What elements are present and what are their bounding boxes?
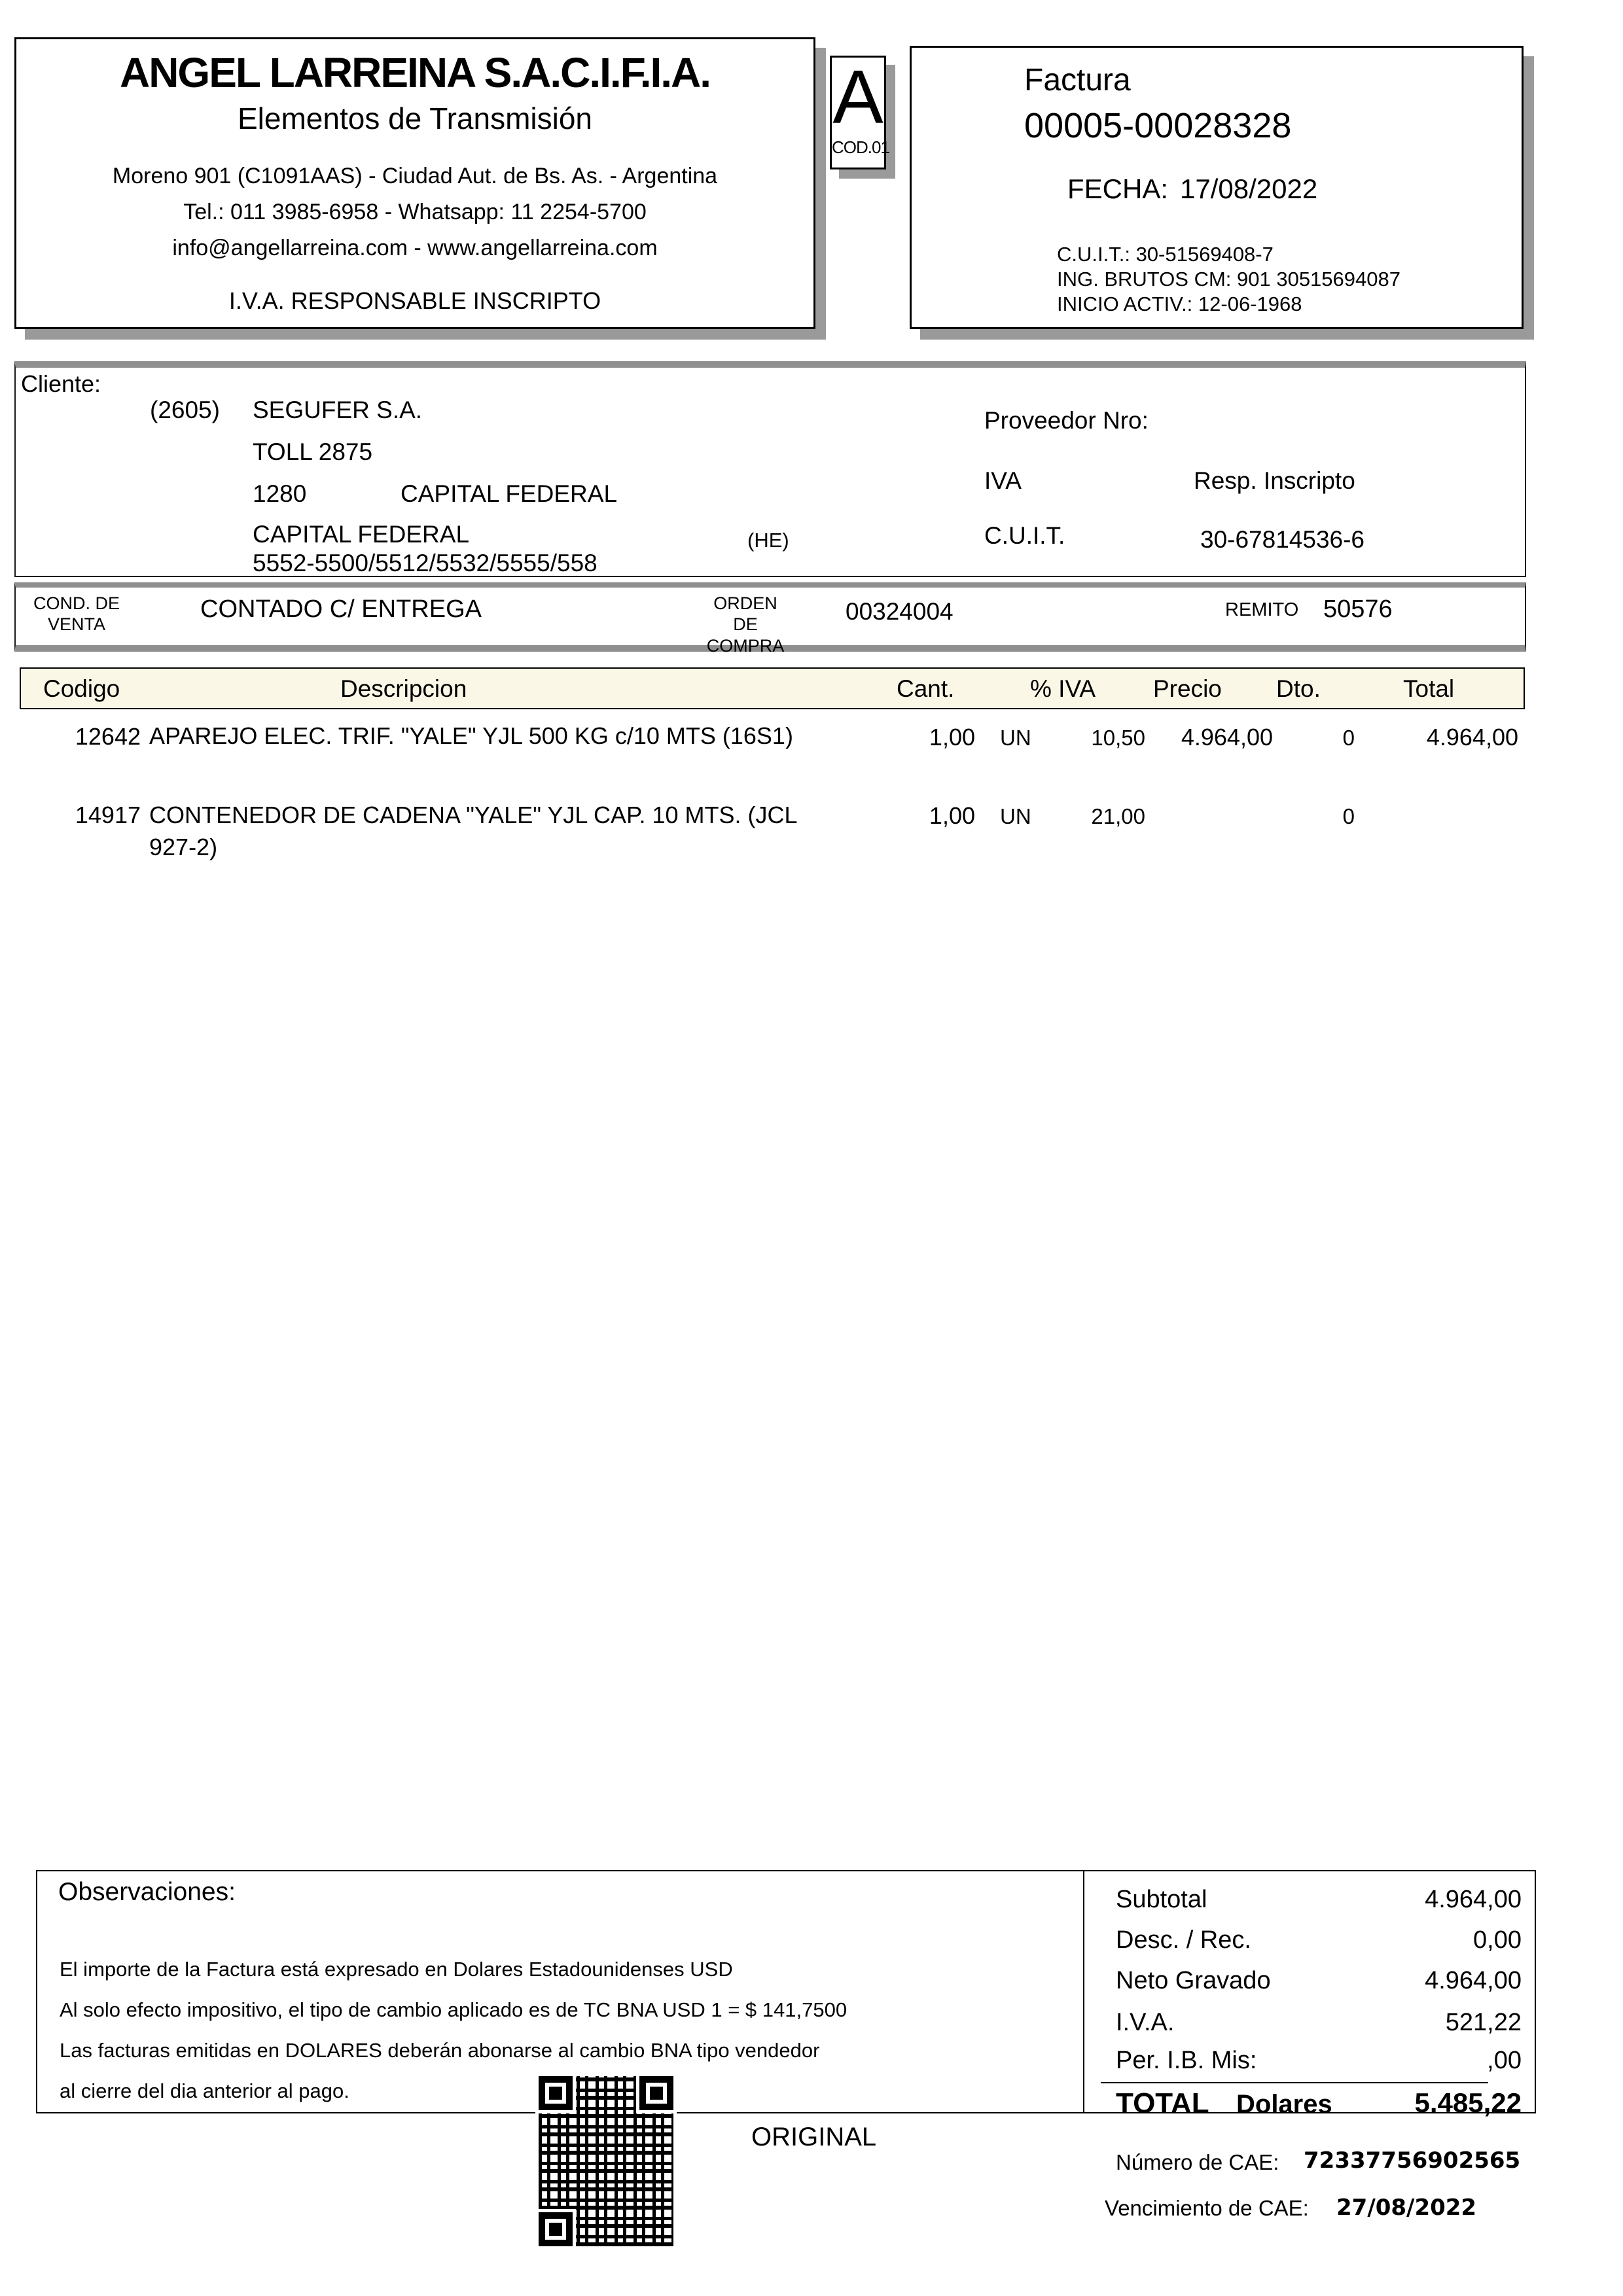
- client-name: SEGUFER S.A.: [253, 397, 423, 423]
- column-discount-header: Dto.: [1276, 675, 1321, 702]
- item-code: 12642: [75, 723, 141, 750]
- client-section-label: Cliente:: [21, 370, 101, 397]
- perception-value: ,00: [1487, 2047, 1522, 2074]
- item-unit: UN: [1000, 726, 1031, 750]
- cae-number-label: Número de CAE:: [1116, 2150, 1279, 2174]
- column-iva-header: % IVA: [1030, 675, 1096, 702]
- net-taxed-label: Neto Gravado: [1116, 1967, 1271, 1994]
- seller-iibb: ING. BRUTOS CM: 901 30515694087: [1057, 268, 1400, 291]
- cae-due-label: Vencimiento de CAE:: [1105, 2196, 1309, 2220]
- sale-conditions-box: [14, 582, 1526, 656]
- column-code-header: Codigo: [43, 675, 120, 702]
- invoice-number: 00005-00028328: [1024, 106, 1292, 145]
- observations-label: Observaciones:: [58, 1878, 236, 1906]
- item-code: 14917: [75, 802, 141, 828]
- sale-condition-value: CONTADO C/ ENTREGA: [200, 595, 482, 623]
- column-desc-header: Descripcion: [340, 675, 467, 702]
- purchase-order-value: 00324004: [846, 598, 954, 625]
- item-iva: 21,00: [1091, 804, 1145, 828]
- seller-box: [14, 37, 815, 329]
- invoice-date: 17/08/2022: [1180, 173, 1318, 204]
- sale-condition-label: COND. DE VENTA: [33, 593, 120, 635]
- item-description: APAREJO ELEC. TRIF. "YALE" YJL 500 KG c/10 MTS (16S1): [149, 722, 793, 749]
- remito-label: REMITO: [1225, 599, 1299, 620]
- client-street: TOLL 2875: [253, 438, 373, 465]
- perception-label: Per. I.B. Mis:: [1116, 2047, 1257, 2074]
- client-iva-value: Resp. Inscripto: [1194, 467, 1355, 494]
- iva-value: 521,22: [1445, 2009, 1522, 2036]
- afip-qr-code: [535, 2073, 677, 2250]
- company-phones: Tel.: 011 3985-6958 - Whatsapp: 11 2254-5700: [183, 200, 647, 224]
- invoice-date-label: FECHA:: [1067, 173, 1169, 204]
- client-box: [14, 361, 1526, 577]
- invoice-header-box: [910, 46, 1524, 329]
- qr-finder-icon: [539, 2076, 573, 2110]
- observation-line: El importe de la Factura está expresado en Dolares Estadounidenses USD: [60, 1958, 733, 1981]
- seller-activity-start: INICIO ACTIV.: 12-06-1968: [1057, 292, 1302, 315]
- item-discount: 0: [1342, 804, 1355, 828]
- item-price: 4.964,00: [1181, 724, 1273, 751]
- subtotal-value: 4.964,00: [1425, 1886, 1522, 1913]
- iva-label: I.V.A.: [1116, 2009, 1175, 2036]
- client-cuit-value: 30-67814536-6: [1200, 526, 1364, 553]
- remito-value: 50576: [1323, 595, 1393, 623]
- observation-line: Las facturas emitidas en DOLARES deberán abonarse al cambio BNA tipo vendedor: [60, 2039, 820, 2062]
- client-cuit-label: C.U.I.T.: [984, 522, 1065, 549]
- column-qty-header: Cant.: [897, 675, 955, 702]
- qr-finder-icon: [539, 2212, 573, 2246]
- client-code: (2605): [150, 397, 220, 423]
- discount-value: 0,00: [1473, 1926, 1522, 1954]
- seller-cuit: C.U.I.T.: 30-51569408-7: [1057, 243, 1274, 266]
- company-tagline: Elementos de Transmisión: [237, 101, 593, 135]
- item-total: 4.964,00: [1426, 724, 1518, 751]
- observation-line: al cierre del dia anterior al pago.: [60, 2079, 349, 2102]
- cae-due-value: 27/08/2022: [1336, 2195, 1477, 2221]
- totals-divider: [1083, 1871, 1084, 2112]
- invoice-date-row: [1067, 173, 1329, 205]
- client-city: CAPITAL FEDERAL: [401, 480, 618, 507]
- client-province: CAPITAL FEDERAL: [253, 521, 470, 548]
- item-discount: 0: [1342, 726, 1355, 750]
- observation-line: Al solo efecto impositivo, el tipo de cambio aplicado es de TC BNA USD 1 = $ 141,7500: [60, 1998, 847, 2021]
- invoice-title: Factura: [1024, 63, 1131, 97]
- column-total-header: Total: [1403, 675, 1455, 702]
- subtotal-label: Subtotal: [1116, 1886, 1207, 1913]
- company-address: Moreno 901 (C1091AAS) - Ciudad Aut. de Bs. As. - Argentina: [112, 164, 718, 188]
- invoice-type-code: COD.01: [832, 137, 889, 157]
- qr-finder-icon: [639, 2076, 673, 2110]
- column-price-header: Precio: [1153, 675, 1222, 702]
- observations-totals-box: [36, 1870, 1536, 2119]
- client-phone: 5552-5500/5512/5532/5555/558: [253, 550, 597, 576]
- company-name: ANGEL LARREINA S.A.C.I.F.I.A.: [119, 49, 711, 96]
- cae-number-value: 72337756902565: [1304, 2147, 1521, 2174]
- copy-type-label: ORIGINAL: [751, 2123, 877, 2151]
- item-iva: 10,50: [1091, 726, 1145, 750]
- purchase-order-label: ORDEN DE COMPRA: [706, 593, 785, 656]
- item-quantity: 1,00: [929, 724, 975, 751]
- invoice-type-letter: A: [832, 54, 883, 139]
- client-channel: (HE): [747, 529, 789, 552]
- items-table-header: [20, 667, 1525, 709]
- provider-number-label: Proveedor Nro:: [984, 407, 1149, 434]
- total-separator: [1101, 2082, 1488, 2083]
- item-quantity: 1,00: [929, 802, 975, 829]
- grand-total-currency: Dolares: [1236, 2090, 1332, 2119]
- company-website: info@angellarreina.com - www.angellarreina.com: [172, 236, 658, 260]
- client-zip: 1280: [253, 480, 307, 507]
- grand-total-value: 5.485,22: [1414, 2087, 1522, 2118]
- discount-label: Desc. / Rec.: [1116, 1926, 1251, 1954]
- item-unit: UN: [1000, 804, 1031, 828]
- client-iva-label: IVA: [984, 467, 1022, 494]
- qr-pattern: [539, 2076, 673, 2246]
- company-iva-status: I.V.A. RESPONSABLE INSCRIPTO: [228, 287, 601, 314]
- grand-total-label: TOTAL: [1116, 2087, 1209, 2119]
- item-description: CONTENEDOR DE CADENA "YALE" YJL CAP. 10 MTS. (JCL 927-2): [149, 802, 797, 860]
- net-taxed-value: 4.964,00: [1425, 1967, 1522, 1994]
- invoice-type-box: [830, 54, 889, 169]
